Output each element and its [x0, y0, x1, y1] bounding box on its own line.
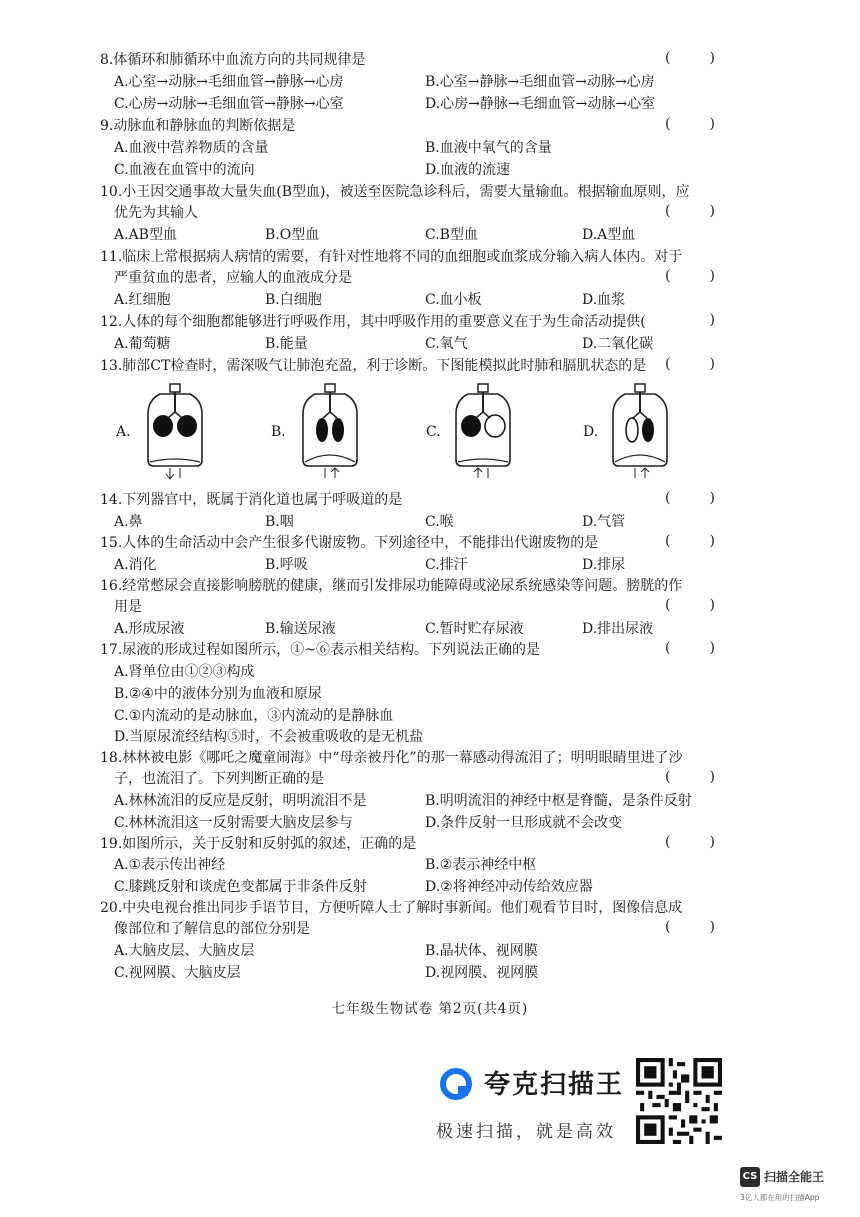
q8-option-c: C.心房→动脉→毛细血管→静脉→心室 [114, 96, 344, 112]
answer-paren-17: ( ) [665, 640, 715, 656]
question-14-stem: 14.下列器官中，既属于消化道也属于呼吸道的是 [100, 492, 403, 508]
q17-option-c: C.①内流动的是动脉血，③内流动的是静脉血 [114, 708, 394, 724]
camscanner-title: 扫描全能王 [764, 1170, 825, 1184]
figure-b-label: B. [271, 424, 286, 440]
q12-option-a: A.葡萄糖 [114, 336, 171, 352]
q10-option-a: A.AB型血 [114, 227, 177, 243]
lung-model-figure-a [130, 382, 220, 482]
q10-option-b: B.O型血 [265, 227, 320, 243]
question-11-stem-cont: 严重贫血的患者，应输人的血液成分是 [114, 270, 352, 286]
q9-option-b: B.血液中氧气的含量 [425, 140, 552, 156]
q10-option-d: D.A型血 [582, 227, 636, 243]
question-17-stem: 17.尿液的形成过程如图所示，①~⑥表示相关结构。下列说法正确的是 [100, 642, 540, 658]
q14-option-a: A.鼻 [114, 514, 143, 530]
answer-paren-14: ( ) [665, 490, 715, 506]
q16-option-d: D.排出尿液 [582, 621, 654, 637]
q11-option-a: A.红细胞 [114, 292, 171, 308]
answer-paren-16: ( ) [665, 597, 715, 613]
q9-option-d: D.血液的流速 [425, 162, 511, 178]
camscanner-logo-icon: CS [740, 1167, 760, 1187]
q20-option-d: D.视网膜、视网膜 [425, 965, 539, 981]
q19-option-b: B.②表示神经中枢 [425, 857, 537, 873]
q12-option-b: B.能量 [265, 336, 308, 352]
q9-option-a: A.血液中营养物质的含量 [114, 140, 269, 156]
question-19-stem: 19.如图所示，关于反射和反射弧的叙述，正确的是 [100, 836, 417, 852]
q9-option-c: C.血液在血管中的流向 [114, 162, 255, 178]
question-10-stem: 10.小王因交通事故大量失血(B型血)，被送至医院急诊科后，需要大量输血。根据输血原则，应 [100, 184, 690, 200]
q16-option-c: C.暂时贮存尿液 [425, 621, 524, 637]
question-20-stem: 20.中央电视台推出同步手语节目，方便听障人士了解时事新闻。他们观看节目时，图像信息成 [100, 900, 683, 916]
q8-option-b: B.心室→静脉→毛细血管→动脉→心房 [425, 74, 655, 90]
answer-paren-20: ( ) [665, 919, 715, 935]
camscanner-subtitle: 3亿人都在用的扫描App [740, 1193, 820, 1202]
q11-option-d: D.血浆 [582, 292, 626, 308]
question-12-stem: 12.人体的每个细胞都能够进行呼吸作用，其中呼吸作用的重要意义在于为生命活动提供( [100, 314, 646, 330]
q18-option-a: A.林林流泪的反应是反射，明明流泪不是 [114, 793, 367, 809]
q10-option-c: C.B型血 [425, 227, 478, 243]
answer-paren-18: ( ) [665, 769, 715, 785]
ad-title: 夸克扫描王 [484, 1070, 625, 1100]
q18-option-b: B.明明流泪的神经中枢是脊髓，是条件反射 [425, 793, 692, 809]
q14-option-b: B.咽 [265, 514, 294, 530]
q8-option-a: A.心室→动脉→毛细血管→静脉→心房 [114, 74, 344, 90]
q12-option-c: C.氧气 [425, 336, 468, 352]
question-16-stem-cont: 用是 [114, 599, 142, 615]
q16-option-a: A.形成尿液 [114, 621, 185, 637]
q15-option-a: A.消化 [114, 557, 157, 573]
question-18-stem-cont: 子，也流泪了。下列判断正确的是 [114, 771, 324, 787]
q11-option-c: C.血小板 [425, 292, 482, 308]
figure-c-label: C. [426, 424, 441, 440]
q15-option-c: C.排汗 [425, 557, 468, 573]
page-footer: 七年级生物试卷 第2页(共4页) [331, 1001, 529, 1017]
q16-option-b: B.输送尿液 [265, 621, 336, 637]
answer-paren-13: ( ) [665, 356, 715, 372]
answer-paren-11: ( ) [665, 268, 715, 284]
q8-option-d: D.心房→静脉→毛细血管→动脉→心室 [425, 96, 656, 112]
answer-paren-9: ( ) [665, 116, 715, 132]
qr-code-icon[interactable] [636, 1055, 722, 1147]
question-11-stem: 11.临床上常根据病人病情的需要，有针对性地将不同的血细胞或血浆成分输入病人体内。对于 [100, 249, 683, 265]
q14-option-c: C.喉 [425, 514, 454, 530]
q20-option-c: C.视网膜、大脑皮层 [114, 965, 241, 981]
q19-option-c: C.膝跳反射和谈虎色变都属于非条件反射 [114, 879, 367, 895]
q18-option-d: D.条件反射一旦形成就不会改变 [425, 815, 623, 831]
lung-model-figure-d [595, 382, 685, 482]
question-16-stem: 16.经常憋尿会直接影响膀胱的健康，继而引发排尿功能障碍或泌尿系统感染等问题。膀胱的作 [100, 578, 683, 594]
quark-logo-icon [440, 1068, 472, 1100]
q20-option-a: A.大脑皮层、大脑皮层 [114, 943, 255, 959]
question-15-stem: 15.人体的生命活动中会产生很多代谢废物。下列途径中，不能排出代谢废物的是 [100, 535, 599, 551]
question-13-stem: 13.肺部CT检查时，需深吸气让肺泡充盈，利于诊断。下图能模拟此时肺和膈肌状态的是 [100, 358, 647, 374]
q12-option-d: D.二氧化碳 [582, 336, 654, 352]
question-9-stem: 9.动脉血和静脉血的判断依据是 [100, 118, 296, 134]
q11-option-b: B.白细胞 [265, 292, 322, 308]
q17-option-a: A.肾单位由①②③构成 [114, 664, 255, 680]
ad-subtitle: 极速扫描，就是高效 [436, 1122, 616, 1142]
q17-option-b: B.②④中的液体分别为血液和原尿 [114, 686, 322, 702]
q18-option-c: C.林林流泪这一反射需要大脑皮层参与 [114, 815, 353, 831]
lung-model-figure-c [438, 382, 528, 482]
lung-model-figure-b [285, 382, 375, 482]
q20-option-b: B.晶状体、视网膜 [425, 943, 538, 959]
answer-paren-19: ( ) [665, 834, 715, 850]
figure-a-label: A. [116, 424, 131, 440]
q15-option-d: D.排尿 [582, 557, 626, 573]
figure-d-label: D. [583, 424, 599, 440]
q17-option-d: D.当原尿流经结构⑤时，不会被重吸收的是无机盐 [114, 729, 424, 745]
question-10-stem-cont: 优先为其输人 [114, 205, 198, 221]
answer-paren-10: ( ) [665, 203, 715, 219]
question-18-stem: 18.林林被电影《哪吒之魔童闹海》中“母亲被丹化”的那一幕感动得流泪了；明明眼睛里进了沙 [100, 750, 683, 766]
question-8-stem: 8.体循环和肺循环中血流方向的共同规律是 [100, 52, 366, 68]
q15-option-b: B.呼吸 [265, 557, 308, 573]
q14-option-d: D.气管 [582, 514, 626, 530]
q19-option-d: D.②将神经冲动传给效应器 [425, 879, 593, 895]
answer-paren-15: ( ) [665, 533, 715, 549]
question-20-stem-cont: 像部位和了解信息的部位分别是 [114, 921, 310, 937]
answer-paren-12: ) [709, 312, 715, 328]
q19-option-a: A.①表示传出神经 [114, 857, 226, 873]
answer-paren-8: ( ) [665, 50, 715, 66]
